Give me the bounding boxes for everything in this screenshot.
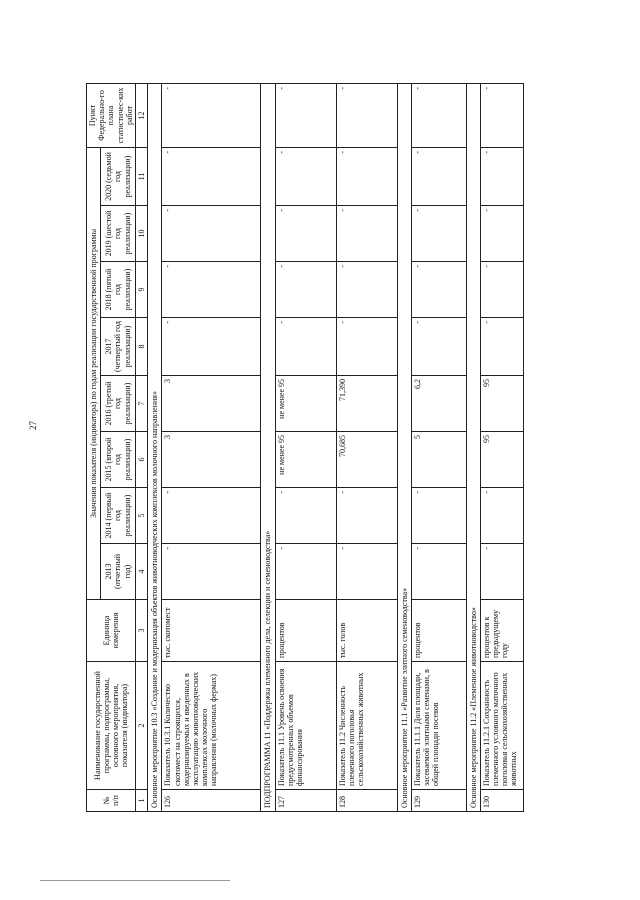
- section-title: Основное мероприятие 11.2 «Племенное животноводство»: [466, 84, 480, 812]
- header-2017: 2017 (четвертый год реализации): [100, 318, 135, 376]
- header-2018: 2018 (пятый год реализации): [100, 262, 135, 318]
- value-cell: -: [480, 148, 523, 206]
- value-cell: -: [480, 544, 523, 600]
- row-name: Показатель 11.1 Уровень освоения предусмотренных объемов финансирования: [275, 662, 336, 790]
- col-number: 10: [135, 206, 147, 262]
- scan-edge-line: [40, 880, 230, 881]
- value-cell: -: [275, 262, 336, 318]
- column-numbers-row: [135, 84, 147, 812]
- row-name: Показатель 10.3.1 Количество скотомест на строящихся, модернизируемых и введенных в эксплуатацию животноводческих комплексах молочного направления (молочных фермах): [162, 662, 261, 790]
- value-cell: -: [411, 318, 466, 376]
- row-unit: процентов: [275, 600, 336, 662]
- table-row: [162, 84, 261, 812]
- value-cell: -: [162, 544, 261, 600]
- header-2014: 2014 (первый год реализации): [100, 488, 135, 544]
- value-cell: 71,390: [336, 376, 397, 432]
- row-num: 127: [275, 790, 336, 812]
- header-row-1: [87, 84, 101, 812]
- col-number: 11: [135, 148, 147, 206]
- header-2015: 2015 (второй год реализации): [100, 432, 135, 488]
- col-number: 2: [135, 662, 147, 790]
- header-2020: 2020 (седьмой год реализации): [100, 148, 135, 206]
- value-cell: 5: [411, 432, 466, 488]
- header-2016: 2016 (третий год реализации): [100, 376, 135, 432]
- value-cell: -: [275, 148, 336, 206]
- header-unit: Единица измерения: [87, 600, 136, 662]
- value-cell: -: [411, 206, 466, 262]
- value-cell: -: [162, 148, 261, 206]
- row-num: 130: [480, 790, 523, 812]
- header-values-group: Значения показателя (индикатора) по годам реализации государственной программы: [87, 148, 101, 600]
- value-cell: -: [275, 206, 336, 262]
- row-name: Показатель 11.2.1 Сохранность племенного условного маточного поголовья сельскохозяйственных животных: [480, 662, 523, 790]
- header-num: № п/п: [87, 790, 136, 812]
- row-num: 128: [336, 790, 397, 812]
- value-cell: -: [336, 84, 397, 148]
- header-2013: 2013 (отчетный год): [100, 544, 135, 600]
- col-number: 8: [135, 318, 147, 376]
- value-cell: -: [336, 488, 397, 544]
- row-name: Показатель 11.1.1 Доля площади, засеваемой элитными семенами, в общей площади посевов: [411, 662, 466, 790]
- col-number: 12: [135, 84, 147, 148]
- col-number: 7: [135, 376, 147, 432]
- value-cell: 95: [480, 376, 523, 432]
- value-cell: 70,685: [336, 432, 397, 488]
- value-cell: не менее 95: [275, 376, 336, 432]
- value-cell: -: [162, 262, 261, 318]
- value-cell: -: [275, 84, 336, 148]
- value-cell: -: [336, 148, 397, 206]
- col-number: 1: [135, 790, 147, 812]
- value-cell: -: [162, 488, 261, 544]
- col-number: 9: [135, 262, 147, 318]
- value-cell: -: [336, 206, 397, 262]
- value-cell: -: [275, 544, 336, 600]
- value-cell: -: [162, 84, 261, 148]
- section-row: [397, 84, 411, 812]
- section-row: [148, 84, 162, 812]
- value-cell: 3: [162, 376, 261, 432]
- col-number: 6: [135, 432, 147, 488]
- header-name: Наименование государственной программы, подпрограммы, основного мероприятия, показателя (индикатора): [87, 662, 136, 790]
- value-cell: 95: [480, 432, 523, 488]
- section-title: Основное мероприятие 11.1 «Развитие элитного семеноводства»: [397, 84, 411, 812]
- row-unit: тыс. скотомест: [162, 600, 261, 662]
- header-2019: 2019 (шестой год реализации): [100, 206, 135, 262]
- row-num: 129: [411, 790, 466, 812]
- value-cell: -: [275, 318, 336, 376]
- table-row: [411, 84, 466, 812]
- value-cell: -: [480, 84, 523, 148]
- value-cell: -: [480, 318, 523, 376]
- value-cell: 6,2: [411, 376, 466, 432]
- value-cell: -: [480, 262, 523, 318]
- header-plan: Пункт Федерально-го плана статистичес-ких работ: [87, 84, 136, 148]
- col-number: 3: [135, 600, 147, 662]
- section-title: ПОДПРОГРАММА 11 «Поддержка племенного дела, селекции и семеноводства»: [261, 84, 275, 812]
- value-cell: не менее 95: [275, 432, 336, 488]
- row-unit: процентов: [411, 600, 466, 662]
- value-cell: -: [162, 206, 261, 262]
- value-cell: -: [480, 206, 523, 262]
- table-row: [336, 84, 397, 812]
- section-row: [466, 84, 480, 812]
- value-cell: 3: [162, 432, 261, 488]
- value-cell: -: [411, 544, 466, 600]
- value-cell: -: [411, 84, 466, 148]
- row-name: Показатель 11.2 Численность племенного поголовья сельскохозяйственных животных: [336, 662, 397, 790]
- col-number: 4: [135, 544, 147, 600]
- value-cell: -: [162, 318, 261, 376]
- page-number: 27: [28, 421, 38, 430]
- section-row: [261, 84, 275, 812]
- value-cell: -: [336, 318, 397, 376]
- indicators-table: [86, 83, 524, 812]
- value-cell: -: [336, 262, 397, 318]
- value-cell: -: [411, 488, 466, 544]
- value-cell: -: [336, 544, 397, 600]
- table-row: [480, 84, 523, 812]
- value-cell: -: [480, 488, 523, 544]
- row-num: 126: [162, 790, 261, 812]
- col-number: 5: [135, 488, 147, 544]
- table-row: [275, 84, 336, 812]
- section-title: Основное мероприятие 10.3 «Создание и модернизация объектов животноводческих комплексов молочного направления»: [148, 84, 162, 812]
- value-cell: -: [411, 148, 466, 206]
- row-unit: процентов к предыдущему году: [480, 600, 523, 662]
- row-unit: тыс. голов: [336, 600, 397, 662]
- value-cell: -: [411, 262, 466, 318]
- value-cell: -: [275, 488, 336, 544]
